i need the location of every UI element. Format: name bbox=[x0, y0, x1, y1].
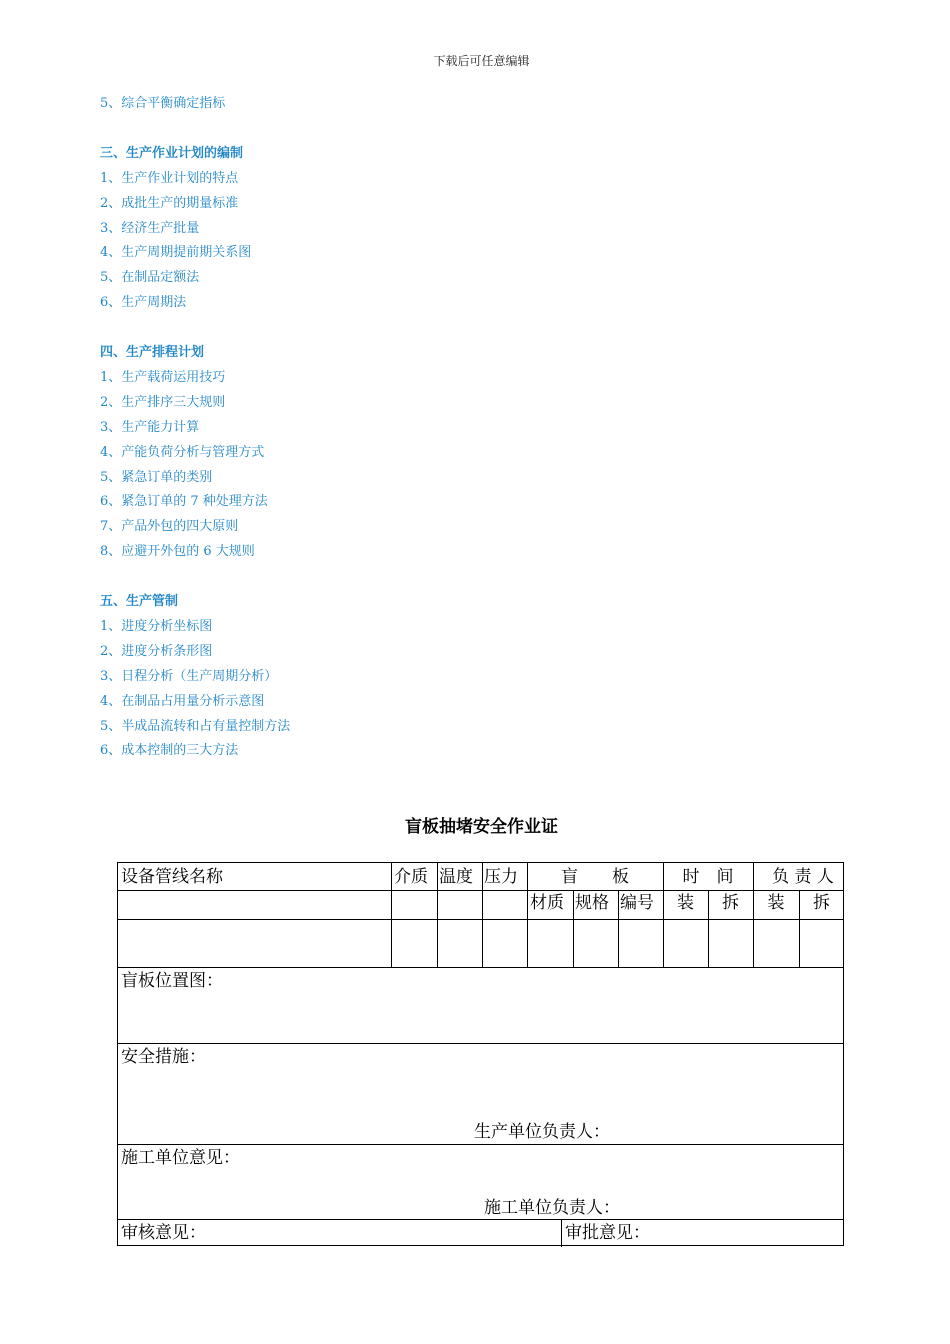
row-divider bbox=[118, 1219, 844, 1220]
outline-section-title: 三、生产作业计划的编制 bbox=[100, 145, 244, 161]
subheader-time-install: 装 bbox=[677, 893, 694, 913]
outline-item: 3、日程分析（生产周期分析） bbox=[100, 668, 278, 684]
subheader-person-install: 装 bbox=[767, 893, 785, 913]
outline-item: 8、应避开外包的 6 大规则 bbox=[100, 544, 255, 560]
row-divider bbox=[118, 967, 844, 968]
outline-item: 2、进度分析条形图 bbox=[100, 643, 213, 659]
row-divider bbox=[118, 1144, 844, 1145]
outline-item: 2、成批生产的期量标准 bbox=[100, 195, 239, 211]
outline-item: 5、紧急订单的类别 bbox=[100, 469, 213, 485]
outline-item: 4、在制品占用量分析示意图 bbox=[100, 693, 265, 709]
header-temperature: 温度 bbox=[439, 867, 473, 887]
outline-item: 5、综合平衡确定指标 bbox=[100, 96, 226, 111]
subheader-time-remove: 拆 bbox=[722, 893, 739, 913]
outline-item: 1、生产载荷运用技巧 bbox=[100, 370, 226, 386]
col-divider bbox=[573, 890, 574, 967]
review-opinion-label: 审核意见： bbox=[121, 1223, 206, 1243]
header-person-in-charge: 负 责 人 bbox=[772, 867, 834, 887]
outline-item: 5、半成品流转和占有量控制方法 bbox=[100, 718, 291, 734]
outline-item: 4、生产周期提前期关系图 bbox=[100, 245, 252, 261]
form-title: 盲板抽堵安全作业证 bbox=[405, 817, 558, 837]
outline-item: 6、生产周期法 bbox=[100, 295, 187, 311]
outline-item: 3、生产能力计算 bbox=[100, 419, 200, 435]
header-time: 时 间 bbox=[682, 867, 734, 887]
course-outline bbox=[100, 92, 600, 764]
outline-item: 6、紧急订单的 7 种处理方法 bbox=[100, 494, 268, 510]
subheader-number: 编号 bbox=[620, 893, 654, 913]
outline-item: 7、产品外包的四大原则 bbox=[100, 519, 239, 535]
outline-item: 6、成本控制的三大方法 bbox=[100, 743, 239, 759]
outline-section-title: 四、生产排程计划 bbox=[100, 345, 205, 361]
header-medium: 介质 bbox=[394, 867, 428, 887]
outline-item: 3、经济生产批量 bbox=[100, 220, 200, 236]
row-divider bbox=[118, 919, 844, 920]
col-divider bbox=[618, 890, 619, 967]
subheader-person-remove: 拆 bbox=[813, 893, 830, 913]
col-divider bbox=[753, 863, 754, 967]
col-divider bbox=[391, 863, 392, 967]
page-header: 下载后可任意编辑 bbox=[433, 54, 530, 68]
header-blind-plate: 盲 板 bbox=[561, 867, 629, 887]
safety-permit-form bbox=[117, 862, 844, 1246]
blind-position-label: 盲板位置图： bbox=[121, 971, 223, 991]
construction-leader-signature: 施工单位负责人： bbox=[484, 1198, 620, 1218]
header-pressure: 压力 bbox=[484, 867, 518, 887]
row-divider bbox=[118, 1043, 844, 1044]
outline-section-title: 五、生产管制 bbox=[100, 594, 179, 610]
construction-opinion-label: 施工单位意见： bbox=[121, 1148, 240, 1168]
approval-opinion-label: 审批意见： bbox=[565, 1223, 650, 1243]
subheader-spec: 规格 bbox=[575, 893, 609, 913]
outline-item: 2、生产排序三大规则 bbox=[100, 394, 226, 410]
outline-item: 4、产能负荷分析与管理方式 bbox=[100, 444, 265, 460]
col-divider bbox=[437, 863, 438, 967]
header-equipment-name: 设备管线名称 bbox=[121, 867, 223, 887]
col-divider bbox=[561, 1219, 562, 1247]
outline-item: 1、生产作业计划的特点 bbox=[100, 170, 239, 186]
safety-measures-label: 安全措施： bbox=[121, 1047, 206, 1067]
outline-item: 1、进度分析坐标图 bbox=[100, 619, 213, 635]
production-leader-signature: 生产单位负责人： bbox=[474, 1122, 610, 1142]
outline-item: 5、在制品定额法 bbox=[100, 270, 200, 286]
col-divider bbox=[482, 863, 483, 967]
row-divider bbox=[118, 890, 844, 891]
subheader-material: 材质 bbox=[530, 893, 564, 913]
